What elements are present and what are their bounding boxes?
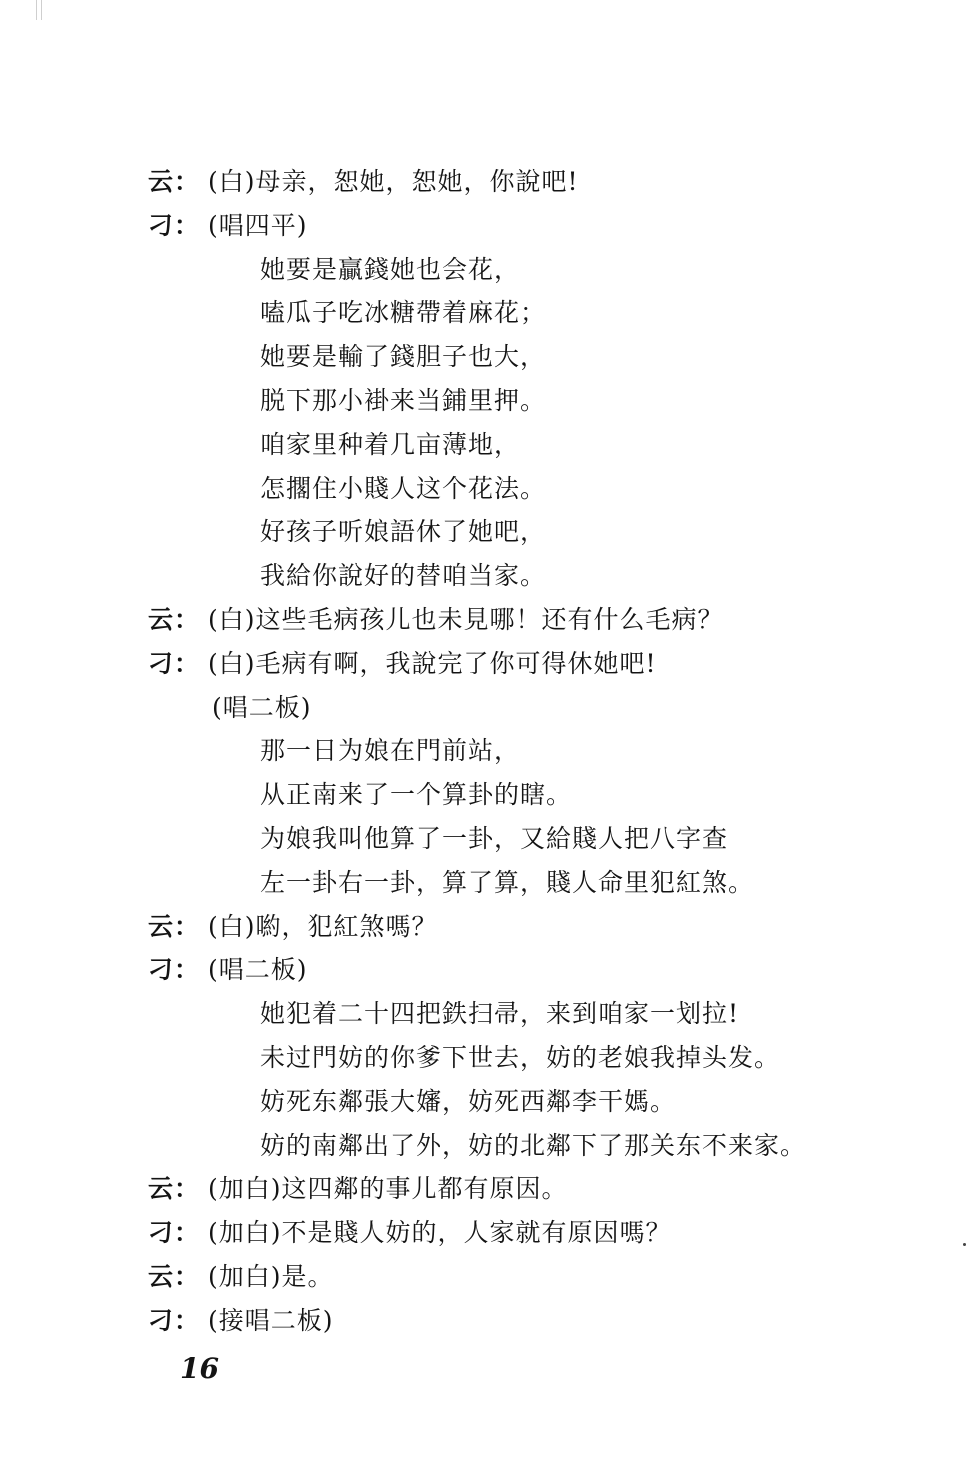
verse-line [148, 467, 888, 511]
verse-line [148, 510, 888, 554]
verse-line [148, 554, 888, 598]
dialogue-line [148, 1167, 888, 1211]
line-text: 那一日为娘在門前站， [260, 736, 521, 766]
line-text: (接唱二板) [208, 1305, 334, 1335]
line-text: 从正南来了一个算卦的瞎。 [260, 780, 573, 810]
speaker-label: 刁： [148, 1218, 201, 1248]
speaker-label: 刁： [148, 648, 201, 678]
dialogue-line [148, 642, 888, 686]
dialogue-line [148, 1299, 888, 1343]
verse-line [148, 1080, 888, 1124]
line-text: (白)这些毛病孩儿也未見哪！还有什么毛病？ [208, 604, 724, 634]
scan-edge-mark [36, 0, 42, 20]
line-text: 左一卦右一卦，算了算，賤人命里犯紅煞。 [260, 867, 755, 897]
speaker-label: 刁： [148, 955, 201, 985]
line-text: 脱下那小褂来当鋪里押。 [260, 385, 547, 415]
speaker-label: 云： [148, 1174, 201, 1204]
line-text: (加白)这四鄰的事儿都有原因。 [208, 1174, 568, 1204]
verse-line [148, 817, 888, 861]
speaker-label: 刁： [148, 210, 201, 240]
line-text: (白)喲，犯紅煞嗎？ [208, 911, 438, 941]
dialogue-line [148, 1255, 888, 1299]
speaker-label: 云： [148, 604, 201, 634]
line-text: 未过門妨的你爹下世去，妨的老娘我掉头发。 [260, 1042, 781, 1072]
line-text: (唱四平) [208, 210, 308, 240]
line-text: 她要是輸了錢胆子也大， [260, 342, 547, 372]
verse-line [148, 423, 888, 467]
line-text: 怎擱住小賤人这个花法。 [260, 473, 547, 503]
dialogue-line [148, 598, 888, 642]
line-text: 我給你說好的替咱当家。 [260, 561, 547, 591]
verse-line [148, 729, 888, 773]
stage-direction [148, 686, 888, 730]
line-text: 为娘我叫他算了一卦，又給賤人把八字查 [260, 823, 729, 853]
verse-line [148, 773, 888, 817]
dialogue-line [148, 204, 888, 248]
line-text: 她犯着二十四把鉄扫帚，来到咱家一划拉! [260, 999, 740, 1029]
line-text: 好孩子听娘語休了她吧， [260, 517, 547, 547]
verse-line [148, 335, 888, 379]
verse-line [148, 1036, 888, 1080]
line-text: 咱家里种着几亩薄地， [260, 429, 521, 459]
dialogue-line [148, 160, 888, 204]
line-text: 她要是贏錢她也会花， [260, 254, 521, 284]
line-text: (白)毛病有啊，我說完了你可得休她吧! [208, 648, 657, 678]
speaker-label: 云： [148, 1261, 201, 1291]
dialogue-line [148, 905, 888, 949]
speaker-label: 刁： [148, 1305, 201, 1335]
verse-line [148, 992, 888, 1036]
line-text: 嗑瓜子吃冰糖帶着麻花； [260, 298, 547, 328]
speaker-label: 云： [148, 167, 201, 196]
dialogue-line [148, 1211, 888, 1255]
script-text [148, 160, 888, 1343]
page-number: 16 [180, 1352, 219, 1385]
speaker-label: 云： [148, 911, 201, 941]
line-text: 妨的南鄰出了外，妨的北鄰下了那关东不来家。 [260, 1130, 807, 1160]
verse-line [148, 291, 888, 335]
line-text: (唱二板) [212, 692, 312, 722]
line-text: 妨死东鄰張大嬸，妨死西鄰李干媽。 [260, 1086, 677, 1116]
line-text: (白)母亲，恕她，恕她，你說吧! [208, 167, 579, 196]
verse-line [148, 248, 888, 292]
scan-speck [963, 1243, 966, 1246]
verse-line [148, 1124, 888, 1168]
verse-line [148, 861, 888, 905]
dialogue-line [148, 948, 888, 992]
line-text: (加白)是。 [208, 1261, 334, 1291]
verse-line [148, 379, 888, 423]
line-text: (加白)不是賤人妨的，人家就有原因嗎？ [208, 1218, 672, 1248]
line-text: (唱二板) [208, 955, 308, 985]
